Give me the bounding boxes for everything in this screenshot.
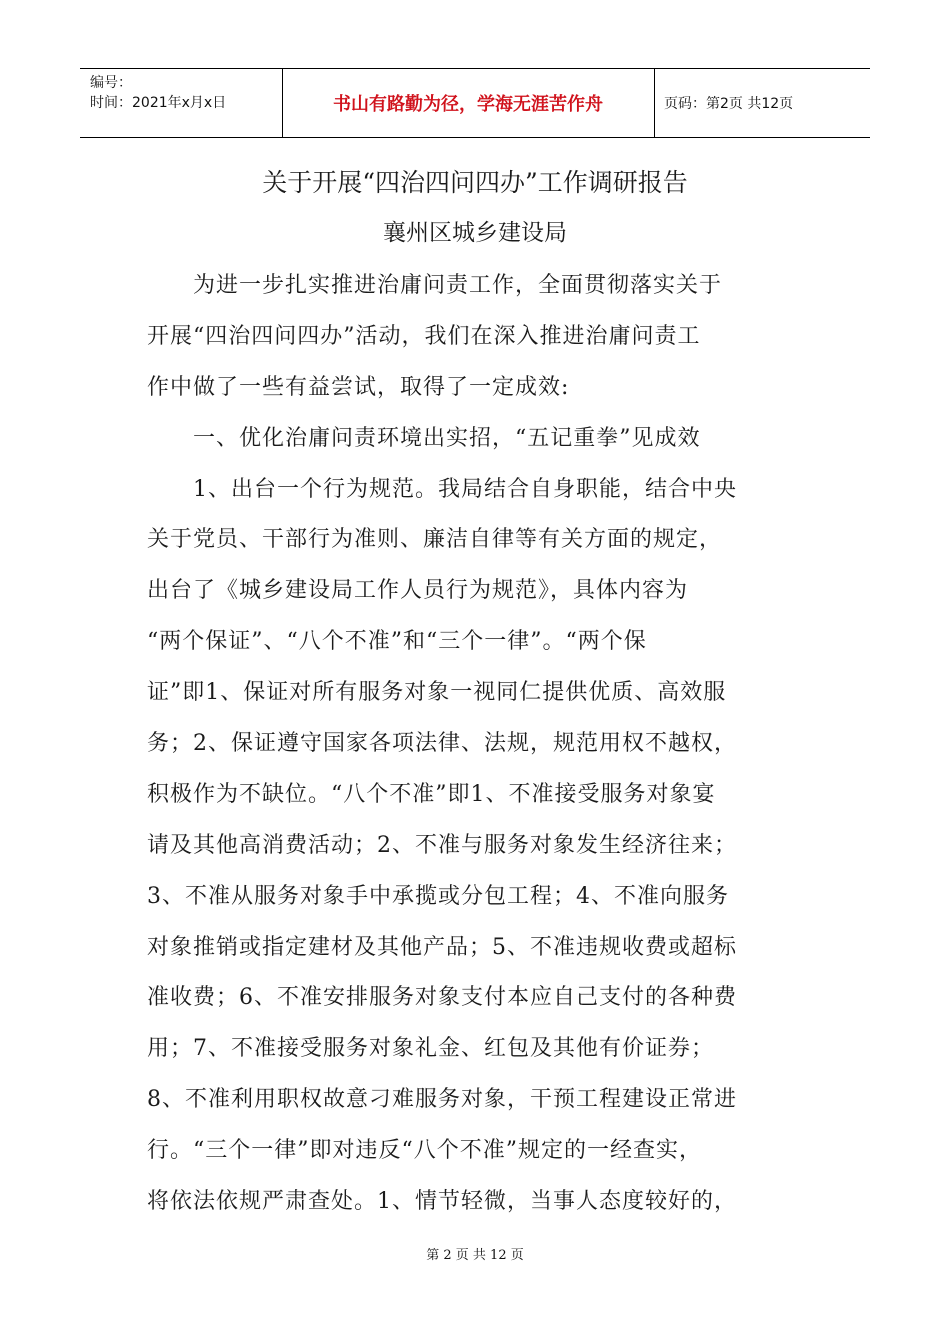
header-motto: 书山有路勤为径，学海无涯苦作舟 bbox=[333, 94, 603, 115]
header-meta bbox=[90, 73, 280, 113]
time-label: 时间：2021年x月x日 bbox=[90, 95, 227, 111]
body-line: 积极作为不缺位。“八个不准”即1、不准接受服务对象宴 bbox=[147, 781, 716, 807]
body-line: 用；7、不准接受服务对象礼金、红包及其他有价证券； bbox=[147, 1036, 714, 1062]
body-line: 8、不准利用职权故意刁难服务对象，干预工程建设正常进 bbox=[147, 1087, 737, 1113]
document-subtitle: 襄州区城乡建设局 bbox=[383, 220, 567, 246]
number-label: 编号： bbox=[90, 75, 132, 91]
page-header bbox=[80, 68, 870, 138]
header-divider bbox=[654, 69, 655, 137]
header-page-info: 页码：第2页 共12页 bbox=[664, 96, 794, 112]
body-line: 准收费；6、不准安排服务对象支付本应自己支付的各种费 bbox=[147, 985, 737, 1011]
body-line: 3、不准从服务对象手中承揽或分包工程；4、不准向服务 bbox=[147, 883, 729, 909]
body-line: 出台了《城乡建设局工作人员行为规范》，具体内容为 bbox=[147, 578, 689, 604]
body-line: 证”即1、保证对所有服务对象一视同仁提供优质、高效服 bbox=[147, 680, 727, 706]
body-line: 请及其他高消费活动；2、不准与服务对象发生经济往来； bbox=[147, 832, 737, 858]
body-line: “两个保证”、“八个不准”和“三个一律”。“两个保 bbox=[147, 629, 647, 655]
body-line: 行。“三个一律”即对违反“八个不准”规定的一经查实， bbox=[147, 1138, 702, 1164]
body-line: 为进一步扎实推进治庸问责工作，全面贯彻落实关于 bbox=[147, 273, 723, 298]
body-line: 1、出台一个行为规范。我局结合自身职能，结合中央 bbox=[147, 476, 737, 502]
body-line: 一、优化治庸问责环境出实招，“五记重拳”见成效 bbox=[147, 425, 701, 451]
page-footer: 第 2 页 共 12 页 bbox=[426, 1248, 524, 1263]
body-line: 关于党员、干部行为准则、廉洁自律等有关方面的规定， bbox=[147, 527, 723, 553]
body-line: 开展“四治四问四办”活动，我们在深入推进治庸问责工 bbox=[147, 323, 701, 349]
document-body bbox=[147, 266, 817, 1233]
body-line: 作中做了一些有益尝试，取得了一定成效: bbox=[147, 374, 570, 400]
body-line: 对象推销或指定建材及其他产品；5、不准违规收费或超标 bbox=[147, 934, 737, 960]
document-title: 关于开展“四治四问四办”工作调研报告 bbox=[262, 168, 688, 197]
body-line: 务；2、保证遵守国家各项法律、法规，规范用权不越权， bbox=[147, 731, 737, 757]
body-line: 将依法依规严肃查处。1、情节轻微，当事人态度较好的， bbox=[147, 1189, 737, 1215]
